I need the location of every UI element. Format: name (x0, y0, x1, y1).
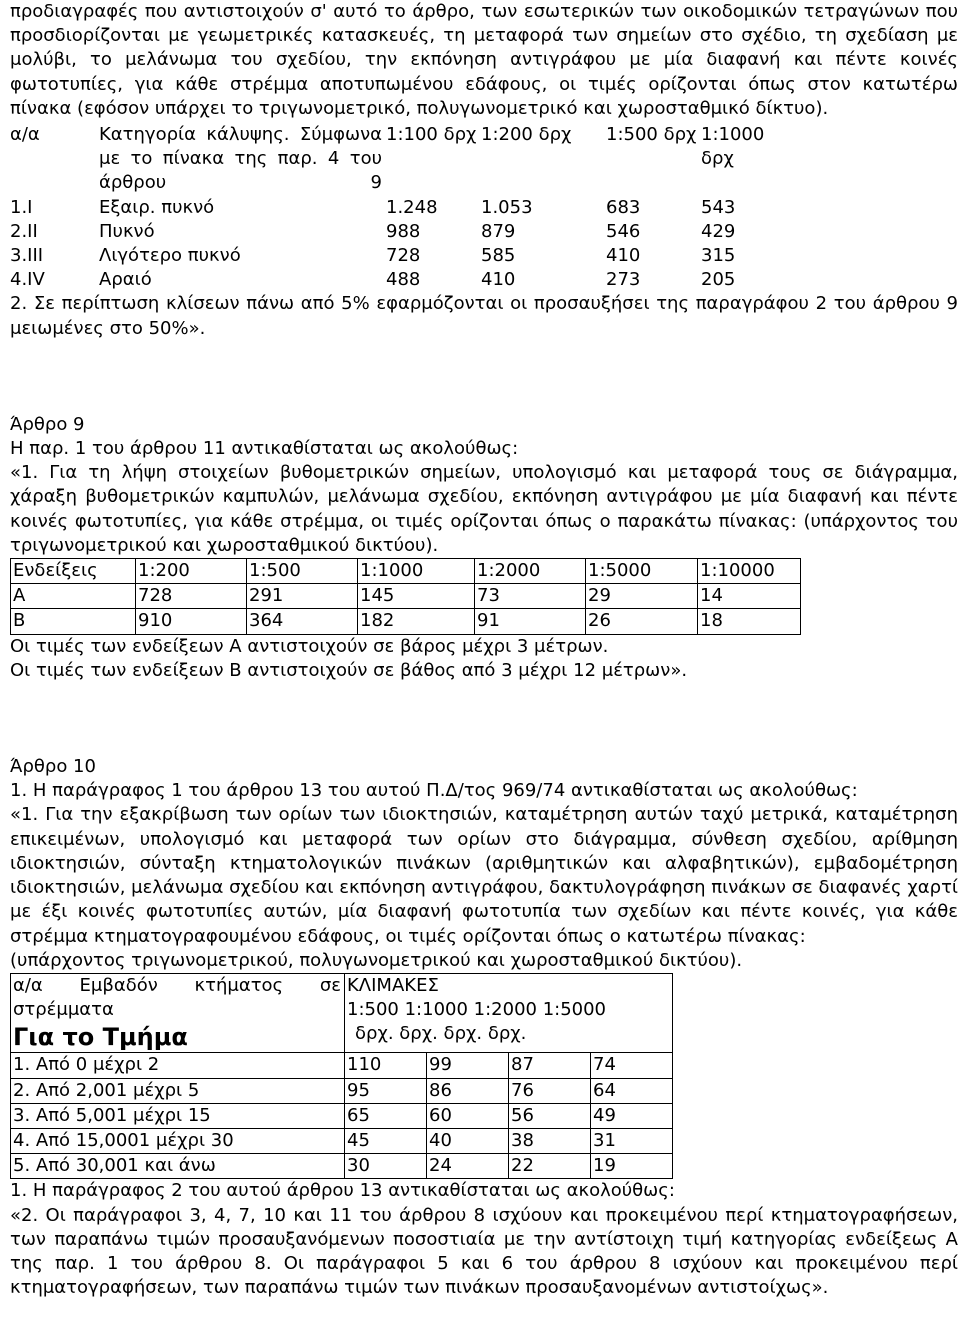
table-cell: 4.ΙV (10, 269, 45, 291)
table-cell: 60 (427, 1103, 509, 1128)
table-bathymetric-prices (10, 558, 801, 635)
col-header-1-10000: 1:10000 (698, 559, 801, 584)
paragraph-slope-increase: 2. Σε περίπτωση κλίσεων πάνω από 5% εφαρμόζονται οι προσαυξήσει της παραγράφου 2 του άρθρου 9 μειωμένες στο 50%». (10, 293, 958, 339)
table-row (10, 244, 795, 268)
table-cell: 65 (345, 1103, 427, 1128)
table-cell: 291 (247, 584, 358, 609)
col-header-1-200: 1:200 δρχ (481, 124, 572, 146)
table-row (11, 584, 801, 609)
table-cell: 182 (358, 609, 475, 634)
table-row (10, 220, 795, 244)
table-cell: Αραιό (99, 269, 152, 291)
table-cell: 3. Από 5,001 μέχρι 15 (11, 1103, 345, 1128)
table-cell: 45 (345, 1128, 427, 1153)
table-cell: 1.Ι (10, 196, 33, 218)
table-cell: Α (11, 584, 136, 609)
table-cell: Εξαιρ. πυκνό (99, 196, 215, 218)
col-header-1-500: 1:500 (247, 559, 358, 584)
table-row (11, 1128, 673, 1153)
table-cell: 585 (481, 245, 516, 267)
article-9-body: «1. Για τη λήψη στοιχείων βυθομετρικών σημείων, υπολογισμό και μεταφορά τους σε διάγραμμα, χάραξη βυθομετρικών καμπυλών, μελάνωμα σχεδίου, εκπόνηση αντιγράφου με μία διαφανή και πέντε κοινές φωτοτυπίες, για κάθε στρέμμα, οι τιμές ορίζονται όπως ο παρακάτω πίνακας: (υπάρχοντος του τριγωνομετρικού και χωροσταθμικού δικτύου). (10, 462, 958, 556)
department-heading: Για το Τμήμα (13, 1023, 188, 1052)
table-cell: 95 (345, 1078, 427, 1103)
table-cell: 99 (427, 1053, 509, 1078)
scales-values: 1:500 1:1000 1:2000 1:5000 (347, 999, 607, 1021)
table-row (11, 1053, 673, 1078)
article-10-title: Άρθρο 10 (10, 756, 96, 778)
table-cell: 30 (345, 1154, 427, 1179)
table-cell: 728 (386, 245, 421, 267)
table-cell: 1. Από 0 μέχρι 2 (11, 1053, 345, 1078)
table-cell: 40 (427, 1128, 509, 1153)
article-10-para2-intro: 1. Η παράγραφος 2 του αυτού άρθρου 13 αντικαθίσταται ως ακολούθως: (10, 1180, 675, 1202)
col-header-indications: Ενδείξεις (11, 559, 136, 584)
table-cell: 14 (698, 584, 801, 609)
col-header-1-500: 1:500 δρχ (606, 124, 697, 146)
table-row (11, 1103, 673, 1128)
table-cell: 683 (606, 196, 641, 218)
table-cell: 3.ΙΙΙ (10, 245, 44, 267)
table-cell: 145 (358, 584, 475, 609)
article-10-body: «1. Για την εξακρίβωση των ορίων των ιδιοκτησιών, καταμέτρηση αυτών ταχύ μετρικά, καταμέτρηση επικειμένων, υπολογισμό και μεταφορά των ορίων στο διάγραμμα, σύνθεση σχεδίου, αρίθμηση ιδιοκτησιών, σύνταξη κτηματολογικών πινάκων (αριθμητικών και αλφαβητικών), εμβαδομέτρηση ιδιοκτησιών, μελάνωμα σχεδίου και εκπόνηση αντιγράφου, δακτυλογράφηση πινάκων σε διαφανές χαρτί με έξι κοινές φωτοτυπίες αυτών, μία διαφανή φωτοτυπία των σχεδίων και πέντε κοινές, για κάθε στρέμμα κτηματογραφουμένου εδάφους, οι τιμές ορίζονται όπως ο κατωτέρω πίνακας: (10, 804, 958, 947)
table-cell: 4. Από 15,0001 μέχρι 30 (11, 1128, 345, 1153)
table-row (10, 196, 795, 220)
table-cell: 22 (509, 1154, 591, 1179)
table-cell: 74 (591, 1053, 673, 1078)
table-cell: 19 (591, 1154, 673, 1179)
table-cell: 86 (427, 1078, 509, 1103)
table-cell: 364 (247, 609, 358, 634)
table-cell: 38 (509, 1128, 591, 1153)
table-row (10, 268, 795, 292)
table-cell: 31 (591, 1128, 673, 1153)
article-9-intro: Η παρ. 1 του άρθρου 11 αντικαθίσταται ως ακολούθως: (10, 438, 519, 460)
table-cell: 18 (698, 609, 801, 634)
col-header-1-5000: 1:5000 (586, 559, 698, 584)
intro-paragraph: προδιαγραφές που αντιστοιχούν σ' αυτό το άρθρο, των εσωτερικών των οικοδομικών τετραγώνων που προσδιορίζονται με γεωμετρικές κατασκευές, τη μεταφορά των σημείων στο σχέδιο, τη σχεδίαση με μολύβι, το μελάνωμα του σχεδίου, την εκπόνηση αντιγράφου με μία διαφανή και πέντε κοινές φωτοτυπίες, για κάθε στρέμμα αποτυπωμένου εδάφους, οι τιμές ορίζονται όπως στον κατωτέρω πίνακα (εφόσον υπάρχει το τριγωνομετρικό, πολυγωνομετρικό και χωροσταθμικό δίκτυο). (10, 1, 958, 119)
col-header-1-100: 1:100 δρχ (386, 124, 477, 146)
table-cell: 429 (701, 220, 736, 242)
table-row (11, 1078, 673, 1103)
table-coverage-prices (10, 123, 795, 292)
table-cell: 1.248 (386, 196, 438, 218)
col-header-aa: α/α (10, 124, 40, 146)
table-cadastral-prices (10, 973, 673, 1179)
table-cell: 2.ΙΙ (10, 220, 38, 242)
table-cell: 110 (345, 1053, 427, 1078)
table-cell: 315 (701, 245, 736, 267)
col-header-category: Κατηγορία κάλυψης. Σύμφωνα με το πίνακα της παρ. 4 του άρθρου 9 (99, 124, 382, 194)
table-cell: 879 (481, 220, 516, 242)
table-cell: Β (11, 609, 136, 634)
table-cell: 29 (586, 584, 698, 609)
table-cell: 73 (475, 584, 586, 609)
article-10-para2-body: «2. Οι παράγραφοι 3, 4, 7, 10 και 11 του άρθρου 8 ισχύουν και προκειμένου περί κτηματογραφήσεων, των παραπάνω τιμών προσαυξανόμενων ποσοστιαία με την αντίστοιχη τιμή κατηγορίας ενδείξεως Α της παρ. 1 του άρθρου 8. Οι παράγραφοι 5 και 6 του άρθρου 8 ισχύουν και προκειμένου περί κτηματογραφήσεων, των παραπάνω τιμών των πινάκων προσαυξανομένων αντιστοίχως». (10, 1204, 958, 1299)
table-cell: 56 (509, 1103, 591, 1128)
table-cell: 76 (509, 1078, 591, 1103)
area-header-text: α/α Εμβαδόν κτήματος σε στρέμματα (13, 974, 341, 1021)
table-cell: 273 (606, 269, 641, 291)
article-9-title: Άρθρο 9 (10, 413, 85, 435)
table-cell: Πυκνό (99, 220, 155, 242)
table-cell: 543 (701, 196, 736, 218)
article-10-body-network: (υπάρχοντος τριγωνομετρικού, πολυγωνομετρικού και χωροσταθμικού δικτύου). (10, 949, 743, 971)
col-header-1-1000: 1:1000 δρχ (701, 124, 765, 170)
col-header-1-200: 1:200 (136, 559, 247, 584)
table-header-row (11, 559, 801, 584)
table-row (11, 609, 801, 634)
col-header-area (11, 973, 345, 1052)
table-cell: 2. Από 2,001 μέχρι 5 (11, 1078, 345, 1103)
table-cell: 5. Από 30,001 και άνω (11, 1154, 345, 1179)
table-cell: 26 (586, 609, 698, 634)
article-9-note-a: Οι τιμές των ενδείξεων Α αντιστοιχούν σε βάρος μέχρι 3 μέτρων. (10, 635, 609, 657)
table-cell: 91 (475, 609, 586, 634)
table-cell: Λιγότερο πυκνό (99, 245, 241, 267)
table-cell: 24 (427, 1154, 509, 1179)
article-10-intro: 1. Η παράγραφος 1 του άρθρου 13 του αυτού Π.Δ/τος 969/74 αντικαθίσταται ως ακολούθως: (10, 780, 858, 802)
table-header-row (11, 973, 673, 1052)
table-cell: 410 (481, 269, 516, 291)
table-cell: 49 (591, 1103, 673, 1128)
col-header-1-1000: 1:1000 (358, 559, 475, 584)
article-9-note-b: Οι τιμές των ενδείξεων Β αντιστοιχούν σε βάθος από 3 μέχρι 12 μέτρων». (10, 659, 688, 681)
table-header-row (10, 123, 795, 196)
col-header-scales (345, 973, 673, 1052)
table-cell: 728 (136, 584, 247, 609)
table-row (11, 1154, 673, 1179)
table-cell: 205 (701, 269, 736, 291)
table-cell: 64 (591, 1078, 673, 1103)
table-cell: 87 (509, 1053, 591, 1078)
table-cell: 988 (386, 220, 421, 242)
table-cell: 910 (136, 609, 247, 634)
document-page (10, 0, 958, 1300)
scales-title: ΚΛΙΜΑΚΕΣ (347, 974, 439, 996)
col-header-1-2000: 1:2000 (475, 559, 586, 584)
scales-units: δρχ. δρχ. δρχ. δρχ. (355, 1023, 527, 1045)
table-cell: 488 (386, 269, 421, 291)
table-cell: 1.053 (481, 196, 533, 218)
table-cell: 410 (606, 245, 641, 267)
table-cell: 546 (606, 220, 641, 242)
